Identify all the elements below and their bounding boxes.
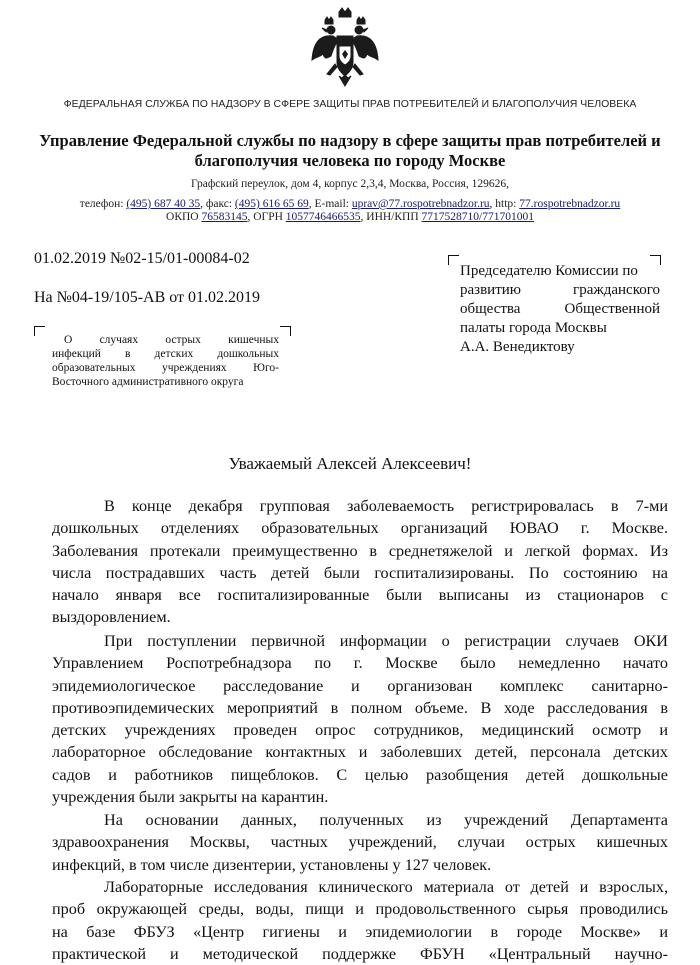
addressee-block <box>460 262 660 357</box>
department-title-line-1: Управление Федеральной службы по надзору в сфере защиты прав потребителей и <box>39 131 661 150</box>
department-title-line-2: благополучия человека по городу Москве <box>194 151 506 170</box>
body-paragraph-1 <box>52 495 668 629</box>
paragraph-line: садов и работников пищеблоков. С целью разобщения детей дошкольные <box>52 765 668 784</box>
fax-link[interactable]: (495) 616 65 69 <box>234 198 309 210</box>
subject-line: Восточного административного округа <box>52 376 244 388</box>
paragraph-line: практической и методической поддержке ФБУН «Центральный научно- <box>52 944 668 963</box>
addressee-name: А.А. Венедиктову <box>460 339 575 355</box>
addressee-line: Председателю Комиссии по <box>460 263 638 279</box>
postal-address: Графский переулок, дом 4, корпус 2,3,4, Москва, Россия, 129626, <box>191 178 509 190</box>
paragraph-line: При поступлении первичной информации о регистрации случаев ОКИ <box>104 632 668 650</box>
addressee-line: общества Общественной <box>460 301 660 317</box>
paragraph-line: дошкольных отделениях образовательных организаций ЮВАО г. Москве. <box>52 519 668 538</box>
reply-reference: На №04-19/105-АВ от 01.02.2019 <box>34 289 261 306</box>
inn-kpp-value: 7717528710/771701001 <box>421 211 534 223</box>
subject-line: инфекций в детских дошкольных <box>52 348 279 360</box>
website-link[interactable]: 77.rospotrebnadzor.ru <box>519 198 621 210</box>
subject-block <box>52 333 279 389</box>
paragraph-line: проб окружающей среды, воды, пищи и продовольственного сырья проводились <box>52 900 668 919</box>
paragraph-line: лабораторное обследование контактных и заболевших детей, персонала детских <box>52 743 668 762</box>
okpo-value: 76583145 <box>201 211 248 223</box>
paragraph-line: начало января все госпитализированные были выписаны из стационаров с <box>52 586 668 605</box>
phone-label: телефон: <box>79 198 124 210</box>
email-label: E-mail: <box>314 198 349 210</box>
okpo-label: ОКПО <box>166 211 199 223</box>
paragraph-line: здравоохранения Москвы, частных учреждений, случаи острых кишечных <box>52 833 668 852</box>
subject-line: образовательных учреждениях Юго- <box>52 362 279 374</box>
paragraph-line: Заболевания протекали преимущественно в среднетяжелой и легкой формах. Из <box>52 541 668 560</box>
greeting: Уважаемый Алексей Алексеевич! <box>228 454 472 473</box>
addressee-line: развитию гражданского <box>460 282 660 298</box>
paragraph-line: учреждения были закрыты на карантин. <box>52 788 329 807</box>
paragraph-line: В конце декабря групповая заболеваемость регистрировалась в 7-ми <box>104 497 668 515</box>
addressee-line: палаты города Москвы <box>460 320 607 336</box>
email-link[interactable]: uprav@77.rospotrebnadzor.ru <box>351 198 490 210</box>
paragraph-line: выздоровлением. <box>52 608 171 627</box>
http-label: http: <box>495 198 517 210</box>
paragraph-line: На основании данных, полученных из учреждений Департамента <box>104 811 668 829</box>
paragraph-line: Управлением Роспотребнадзора по г. Москве было немедленно начато <box>52 654 668 673</box>
ogrn-value: 1057746466535 <box>285 211 361 223</box>
agency-name: ФЕДЕРАЛЬНАЯ СЛУЖБА ПО НАДЗОРУ В СФЕРЕ ЗАЩИТЫ ПРАВ ПОТРЕБИТЕЛЕЙ И БЛАГОПОЛУЧИЯ ЧЕЛОВЕКА <box>63 98 637 110</box>
subject-line: О случаях острых кишечных <box>64 334 279 346</box>
subject-bracket-right <box>280 326 291 336</box>
paragraph-line: Лабораторные исследования клинического материала от детей и взрослых, <box>104 878 668 896</box>
outgoing-date-number: 01.02.2019 №02-15/01-00084-02 <box>34 250 250 267</box>
addressee-bracket-left <box>448 255 459 265</box>
coat-of-arms-emblem <box>309 6 381 90</box>
inn-label: ИНН/КПП <box>366 211 419 223</box>
paragraph-line: противоэпидемических мероприятий в полном объеме. В ходе расследования в <box>52 698 668 717</box>
body-paragraph-3 <box>52 809 668 876</box>
body-paragraph-4 <box>52 876 668 965</box>
fax-label: факс: <box>205 198 233 210</box>
registry-codes-line: ОКПО 76583145, ОГРН 1057746466535, ИНН/КПП 7717528710/771701001 <box>166 211 534 223</box>
paragraph-line: на базе ФБУЗ «Центр гигиены и эпидемиологии в городе Москве» и <box>52 922 668 941</box>
paragraph-line: числа пострадавших часть детей были госпитализированы. По состоянию на <box>52 563 668 582</box>
phone-link[interactable]: (495) 687 40 35 <box>126 198 201 210</box>
paragraph-line: детских учреждениях проведен опрос сотрудников, медицинский осмотр и <box>52 721 668 740</box>
ogrn-label: ОГРН <box>253 211 283 223</box>
contact-line: телефон: (495) 687 40 35, факс: (495) 616 65 69, E-mail: uprav@77.rospotrebnadzor.ru, http: 77.rospotrebnadzor.ru <box>79 198 621 210</box>
paragraph-line: эпидемиологическое расследование и организован комплекс санитарно- <box>52 676 668 695</box>
body-paragraph-2 <box>52 630 668 808</box>
subject-bracket-left <box>34 326 45 336</box>
paragraph-line: инфекций, в том числе дизентерии, установлены у 127 человек. <box>52 855 492 874</box>
